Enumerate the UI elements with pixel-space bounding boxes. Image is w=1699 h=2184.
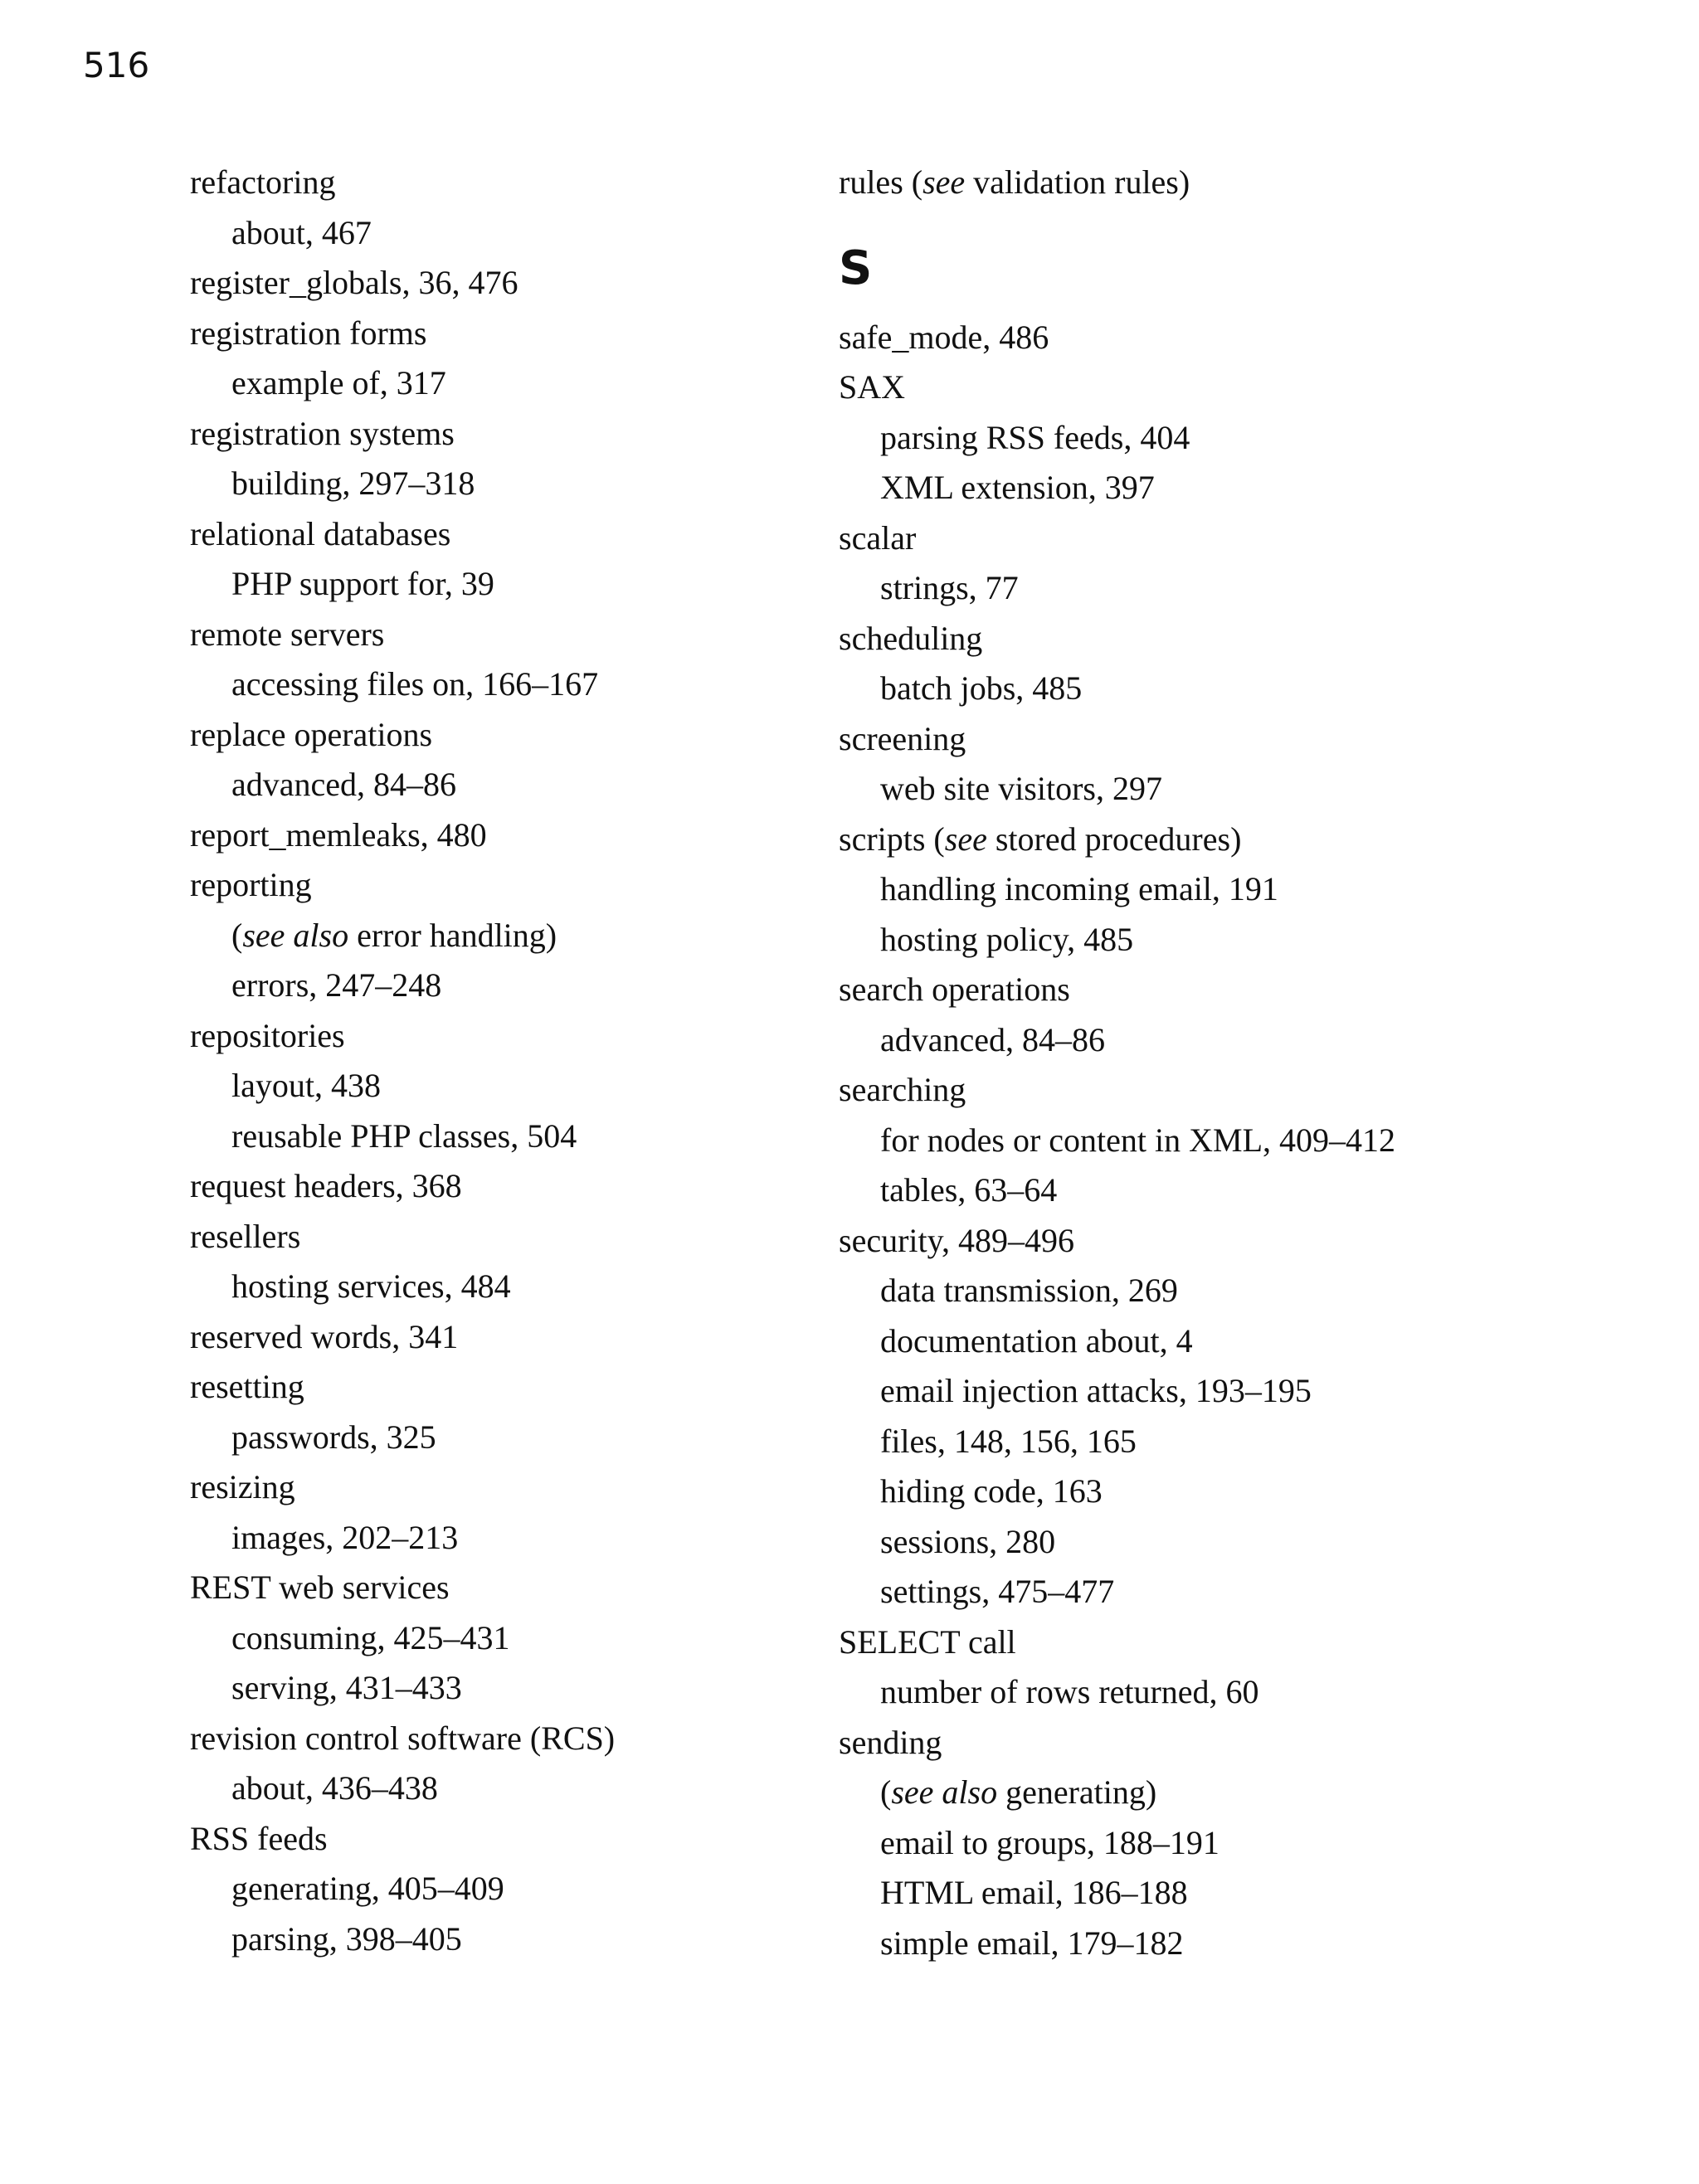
index-subentry: errors, 247–248 bbox=[231, 966, 442, 1004]
index-subentry: advanced, 84–86 bbox=[231, 766, 457, 803]
index-subentry: parsing RSS feeds, 404 bbox=[880, 418, 1190, 456]
index-entry: request headers, 368 bbox=[190, 1167, 462, 1204]
index-subentry bbox=[190, 911, 903, 961]
cross-reference-term: see bbox=[944, 820, 987, 858]
cross-reference-term: see also bbox=[891, 1773, 998, 1811]
index-subentry: parsing, 398–405 bbox=[231, 1919, 462, 1958]
index-subentry: about, 467 bbox=[231, 213, 372, 251]
index-subentry: for nodes or content in XML, 409–412 bbox=[880, 1121, 1396, 1159]
index-entry: searching bbox=[839, 1071, 966, 1108]
index-entry: refactoring bbox=[190, 163, 336, 201]
index-entry: registration forms bbox=[190, 314, 427, 352]
index-group-main bbox=[839, 313, 1552, 1969]
index-entry: SELECT call bbox=[839, 1622, 1016, 1661]
index-subentry: PHP support for, 39 bbox=[231, 565, 494, 602]
index-column-left bbox=[190, 158, 903, 1964]
index-subentry: passwords, 325 bbox=[231, 1418, 436, 1456]
index-entry: report_memleaks, 480 bbox=[190, 815, 487, 854]
index-subentry: images, 202–213 bbox=[231, 1518, 459, 1556]
index-entry: repositories bbox=[190, 1016, 345, 1054]
index-subentry: reusable PHP classes, 504 bbox=[231, 1116, 577, 1155]
index-entry: remote servers bbox=[190, 615, 385, 653]
index-subentry: strings, 77 bbox=[880, 569, 1019, 606]
index-subentry: HTML email, 186–188 bbox=[880, 1874, 1188, 1911]
entry-text: generating) bbox=[997, 1773, 1157, 1811]
index-subentry: hiding code, 163 bbox=[880, 1472, 1103, 1510]
cross-reference-term: see bbox=[923, 163, 966, 201]
cross-reference-term: see also bbox=[242, 916, 349, 954]
page-number: 516 bbox=[83, 45, 150, 85]
index-entry: resetting bbox=[190, 1368, 304, 1405]
index-entry: sending bbox=[839, 1723, 942, 1761]
index-subentry: serving, 431–433 bbox=[231, 1669, 462, 1706]
index-entry: scalar bbox=[839, 518, 917, 557]
index-subentry: consuming, 425–431 bbox=[231, 1618, 510, 1656]
index-entry: RSS feeds bbox=[190, 1819, 328, 1857]
index-subentry: data transmission, 269 bbox=[880, 1272, 1178, 1309]
index-entry: register_globals, 36, 476 bbox=[190, 264, 518, 301]
index-entry: registration systems bbox=[190, 414, 455, 452]
index-entry: replace operations bbox=[190, 715, 433, 753]
index-entry: reporting bbox=[190, 866, 312, 903]
index-subentry: batch jobs, 485 bbox=[880, 669, 1083, 707]
index-entry: safe_mode, 486 bbox=[839, 318, 1049, 356]
index-subentry: layout, 438 bbox=[231, 1067, 381, 1104]
index-subentry: sessions, 280 bbox=[880, 1522, 1056, 1560]
index-subentry: files, 148, 156, 165 bbox=[880, 1422, 1137, 1460]
index-entry: SAX bbox=[839, 368, 906, 406]
entry-text: ( bbox=[231, 916, 243, 954]
index-subentry: advanced, 84–86 bbox=[880, 1020, 1106, 1058]
index-subentry: number of rows returned, 60 bbox=[880, 1673, 1259, 1710]
index-entry bbox=[839, 158, 1552, 208]
index-entry: reserved words, 341 bbox=[190, 1317, 459, 1355]
entry-text: rules ( bbox=[839, 163, 923, 201]
index-subentry: handling incoming email, 191 bbox=[880, 870, 1278, 907]
entry-text: validation rules) bbox=[965, 163, 1190, 201]
index-entry bbox=[839, 815, 1552, 865]
index-subentry: documentation about, 4 bbox=[880, 1321, 1193, 1360]
index-subentry: example of, 317 bbox=[231, 364, 446, 401]
index-subentry: settings, 475–477 bbox=[880, 1573, 1115, 1610]
entry-text: error handling) bbox=[348, 916, 557, 954]
index-subentry: tables, 63–64 bbox=[880, 1171, 1058, 1209]
entry-text: scripts ( bbox=[839, 820, 945, 858]
entry-text: ( bbox=[880, 1773, 892, 1811]
index-entry: relational databases bbox=[190, 514, 451, 552]
index-subentry: about, 436–438 bbox=[231, 1769, 438, 1807]
index-subentry: generating, 405–409 bbox=[231, 1870, 504, 1907]
index-entry: scheduling bbox=[839, 619, 983, 657]
index-entry: revision control software (RCS) bbox=[190, 1719, 616, 1757]
index-group-top bbox=[839, 158, 1552, 208]
index-entry: security, 489–496 bbox=[839, 1221, 1075, 1259]
index-entry: search operations bbox=[839, 970, 1070, 1008]
index-subentry: email to groups, 188–191 bbox=[880, 1823, 1219, 1861]
index-entry: resizing bbox=[190, 1468, 295, 1505]
index-subentry bbox=[839, 1768, 1552, 1818]
index-subentry: web site visitors, 297 bbox=[880, 770, 1162, 807]
section-letter: S bbox=[839, 241, 873, 295]
index-subentry: simple email, 179–182 bbox=[880, 1924, 1184, 1962]
index-subentry: building, 297–318 bbox=[231, 465, 475, 502]
index-subentry: accessing files on, 166–167 bbox=[231, 665, 599, 703]
index-entry: REST web services bbox=[190, 1569, 450, 1606]
index-subentry: hosting policy, 485 bbox=[880, 920, 1134, 958]
index-entry: screening bbox=[839, 719, 966, 757]
index-column-right bbox=[839, 158, 1552, 1968]
index-subentry: email injection attacks, 193–195 bbox=[880, 1372, 1312, 1409]
index-subentry: XML extension, 397 bbox=[880, 469, 1155, 506]
entry-text: stored procedures) bbox=[986, 820, 1242, 858]
index-subentry: hosting services, 484 bbox=[231, 1267, 511, 1305]
index-entry: resellers bbox=[190, 1217, 301, 1255]
